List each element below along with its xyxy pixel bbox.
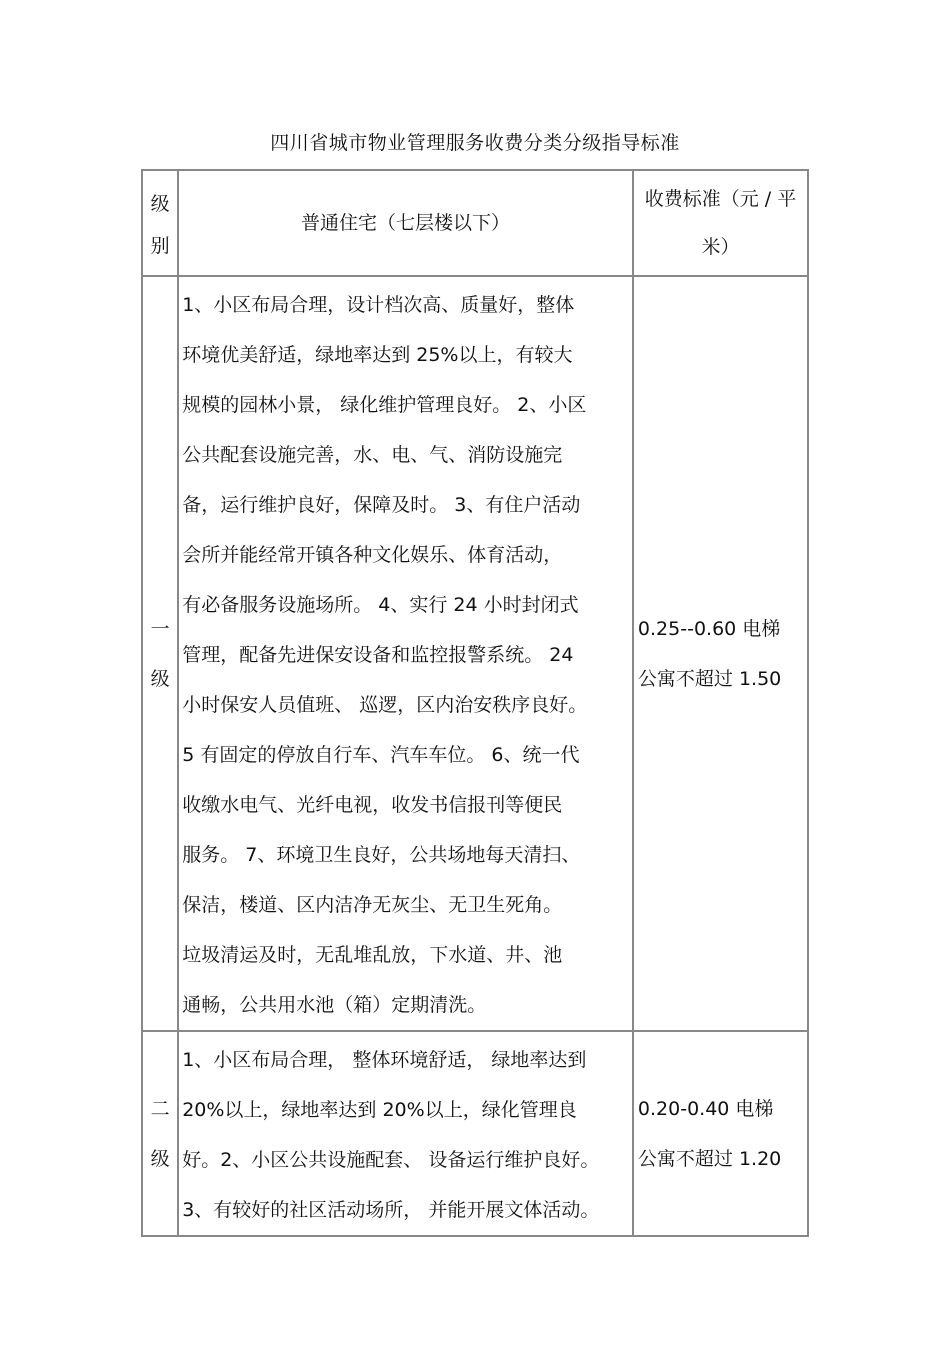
- header-fee-text: 收费标准（元 / 平 米）: [644, 188, 797, 258]
- header-level-cell: [142, 170, 178, 276]
- level-text-2: 二 级: [150, 1097, 170, 1170]
- header-fee-cell: [633, 170, 808, 276]
- header-description-cell: [178, 170, 633, 276]
- document-title: 四川省城市物业管理服务收费分类分级指导标准: [270, 132, 680, 154]
- description-cell-1: 1、小区布局合理，设计档次高、质量好，整体 环境优美舒适，绿地率达到 25%以上，有较大 规模的园林小景， 绿化维护管理良好。 2、小区 公共配套设施完善，水、电、气、消防设施完 备，运行维护良好，保障及时。 3、有住户活动 会所并能经常开镇各种文化娱乐、体育活动， 有必备服务设施场所。 4、实行 24 小时封闭式 管理，配备先进保安设备和监控报警系统。 24 小时保安人员值班、 巡逻，区内治安秩序良好。 5 有固定的停放自行车、汽车车位。 6、统一代 收缴水电气、光纤电视，收发书信报刊等便民 服务。 7、环境卫生良好，公共场地每天清扫、 保洁，楼道、区内洁净无灰尘、无卫生死角。 垃圾清运及时，无乱堆乱放，下水道、井、池 通畅，公共用水池（箱）定期清洗。: [178, 276, 633, 1031]
- fee-cell-1: 0.25--0.60 电梯 公寓不超过 1.50: [633, 276, 808, 1031]
- level-cell-1: [142, 276, 178, 1031]
- table-header-row: [142, 170, 808, 276]
- table-row-level-2: [142, 1031, 808, 1236]
- header-description-text: 普通住宅（七层楼以下）: [301, 212, 511, 234]
- table-row-level-1: [142, 276, 808, 1031]
- fee-cell-2: 0.20-0.40 电梯 公寓不超过 1.20: [633, 1031, 808, 1236]
- header-level-text: 级 别: [150, 193, 170, 257]
- fee-standard-table: [141, 169, 809, 1237]
- level-cell-2: [142, 1031, 178, 1236]
- level-text-1: 一 级: [150, 617, 170, 690]
- description-cell-2: 1、小区布局合理， 整体环境舒适， 绿地率达到 20%以上，绿地率达到 20%以上，绿化管理良 好。2、小区公共设施配套、 设备运行维护良好。 3、有较好的社区活动场所， 并能开展文体活动。: [178, 1031, 633, 1236]
